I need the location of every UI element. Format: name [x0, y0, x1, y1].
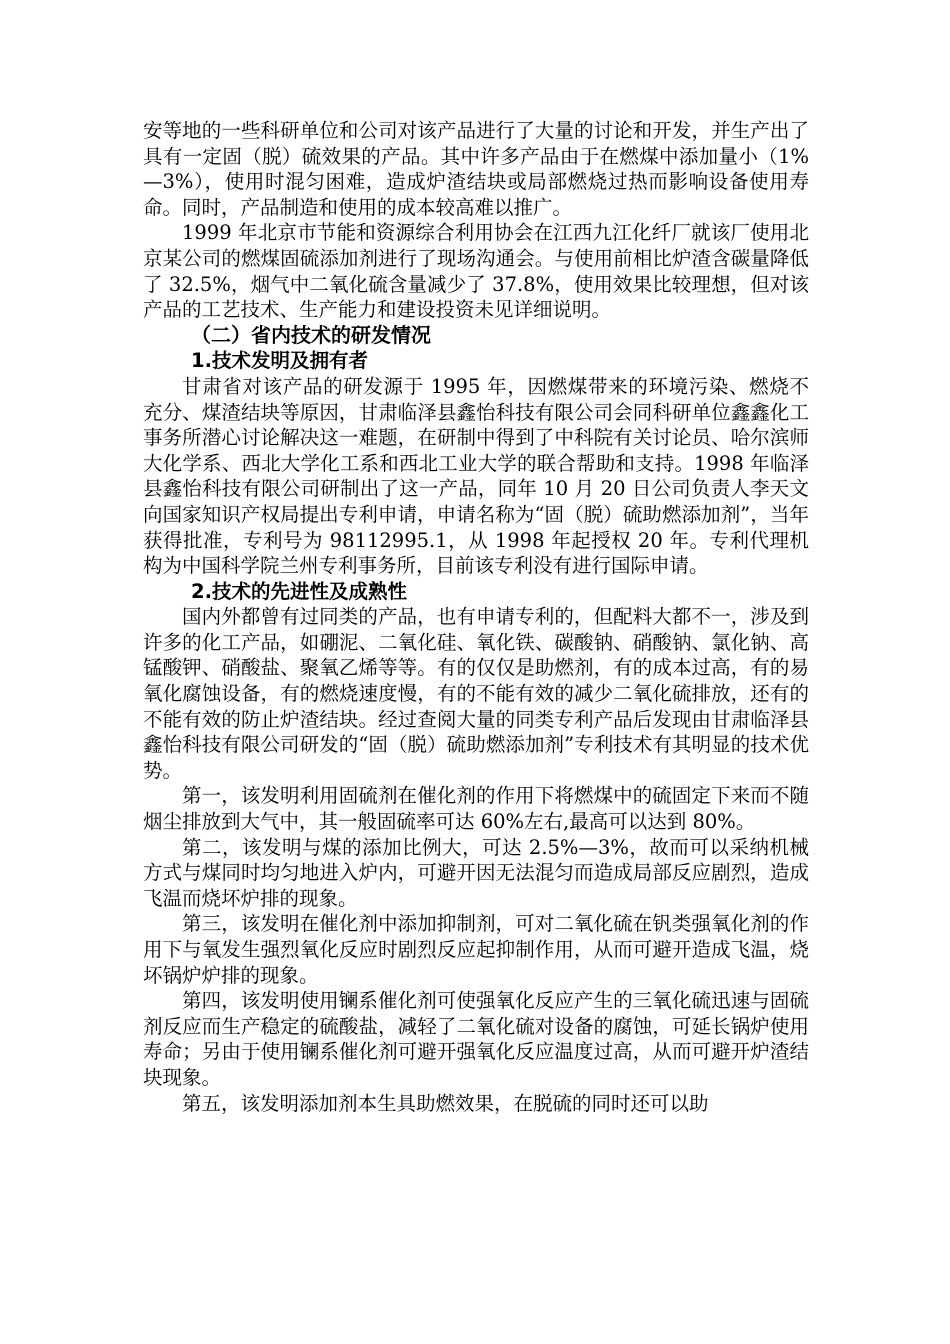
paragraph-1999-meeting: 1999 年北京市节能和资源综合利用协会在江西九江化纤厂就该厂使用北京某公司的燃煤固硫添加剂进行了现场沟通会。与使用前相比炉渣含碳量降低了 32.5%，烟气中二氧化硫含量减少了 37.8%，使用效果比较理想，但对该产品的工艺技术、生产能力和建设投资未见详细说明。: [143, 221, 809, 322]
document-page: [143, 118, 809, 1116]
paragraph-advancement: 国内外都曾有过同类的产品，也有申请专利的，但配料大都不一，涉及到许多的化工产品，如硼泥、二氧化硅、氧化铁、碳酸钠、硝酸钠、氯化钠、高锰酸钾、硝酸盐、聚氧乙烯等等。有的仅仅是助燃剂，有的成本过高，有的易氧化腐蚀设备，有的燃烧速度慢，有的不能有效的减少二氧化硫排放，还有的不能有效的防止炉渣结块。经过查阅大量的同类专利产品后发现由甘肃临泽县鑫怡科技有限公司研发的“固（脱）硫助燃添加剂”专利技术有其明显的技术优势。: [143, 605, 809, 782]
paragraph-continued: 安等地的一些科研单位和公司对该产品进行了大量的讨论和开发，并生产出了具有一定固（脱）硫效果的产品。其中许多产品由于在燃煤中添加量小（1%—3%），使用时混匀困难，造成炉渣结块或局部燃烧过热而影响设备使用寿命。同时，产品制造和使用的成本较高难以推广。: [143, 119, 809, 219]
subsection-heading-advancement: 2.技术的先进性及成熟性: [191, 579, 407, 603]
paragraph-first: 第一，该发明利用固硫剂在催化剂的作用下将燃煤中的硫固定下来而不随烟尘排放到大气中，其一般固硫率可达 60%左右,最高可以达到 80%。: [143, 784, 809, 834]
paragraph-fifth: 第五，该发明添加剂本生具助燃效果，在脱硫的同时还可以助: [182, 1091, 709, 1115]
subsection-heading-invention: 1.技术发明及拥有者: [191, 349, 368, 373]
paragraph-invention-owner: 甘肃省对该产品的研发源于 1995 年，因燃煤带来的环境污染、燃烧不充分、煤渣结块等原因，甘肃临泽县鑫怡科技有限公司会同科研单位鑫鑫化工事务所潜心讨论解决这一难题，在研制中得到了中科院有关讨论员、哈尔滨师大化学系、西北大学化工系和西北工业大学的联合帮助和支持。1998 年临泽县鑫怡科技有限公司研制出了这一产品，同年 10 月 20 日公司负责人李天文向国家知识产权局提出专利申请，申请名称为“固（脱）硫助燃添加剂”，当年获得批准，专利号为 98112995.1，从 1998 年起授权 20 年。专利代理机构为中国科学院兰州专利事务所，目前该专利没有进行国际申请。: [143, 374, 809, 578]
section-heading-domestic-rd: （二）省内技术的研发情况: [191, 322, 431, 347]
paragraph-fourth: 第四，该发明使用镧系催化剂可使强氧化反应产生的三氧化硫迅速与固硫剂反应而生产稳定的硫酸盐，减轻了二氧化硫对设备的腐蚀，可延长锅炉使用寿命；另由于使用镧系催化剂可避开强氧化反应温度过高，从而可避开炉渣结块现象。: [143, 989, 809, 1089]
paragraph-third: 第三，该发明在催化剂中添加抑制剂，可对二氧化硫在钒类强氧化剂的作用下与氧发生强烈氧化反应时剧烈反应起抑制作用，从而可避开造成飞温，烧坏锅炉炉排的现象。: [143, 912, 809, 987]
paragraph-second: 第二，该发明与煤的添加比例大，可达 2.5%—3%，故而可以采纳机械方式与煤同时均匀地进入炉内，可避开因无法混匀而造成局部反应剧烈，造成飞温而烧坏炉排的现象。: [143, 835, 809, 910]
